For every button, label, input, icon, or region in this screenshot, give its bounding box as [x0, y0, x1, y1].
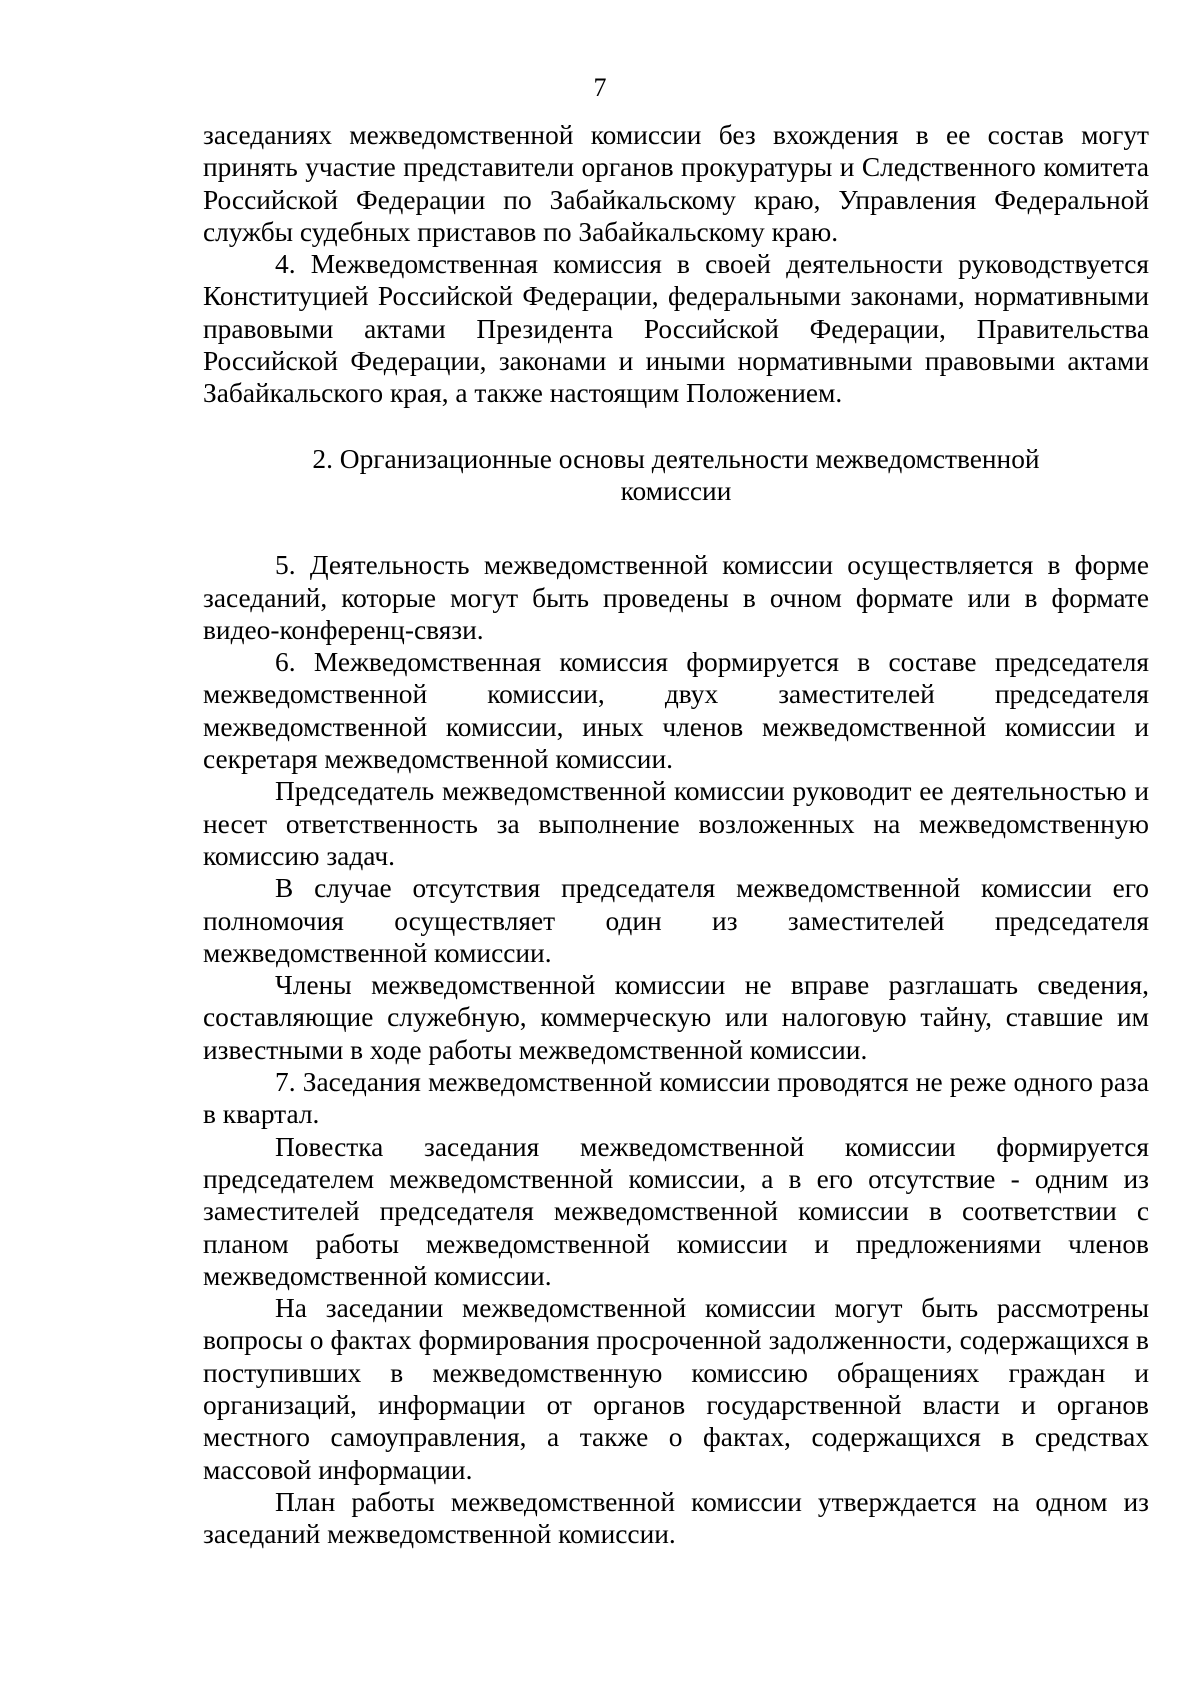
- section-heading-line-1: 2. Организационные основы деятельности межведомственной: [312, 443, 1040, 474]
- section-heading-line-2: комиссии: [620, 475, 732, 506]
- document-body: [203, 119, 1149, 1550]
- paragraph-continuation: заседаниях межведомственной комиссии без вхождения в ее состав могут принять участие представители органов прокуратуры и Следственного комитета Российской Федерации по Забайкальскому краю, Управления Федеральной службы судебных приставов по Забайкальскому краю.: [203, 120, 1149, 247]
- paragraph-item-5: 5. Деятельность межведомственной комиссии осуществляется в форме заседаний, которые могут быть проведены в очном формате или в формате видео-конференц-связи.: [203, 550, 1149, 645]
- paragraph-item-6: 6. Межведомственная комиссия формируется в составе председателя межведомственной комиссии, двух заместителей председателя межведомственной комиссии, иных членов межведомственной комиссии и секретаря межведомственной комиссии.: [203, 647, 1149, 775]
- paragraph-item-7: 7. Заседания межведомственной комиссии проводятся не реже одного раза в квартал.: [203, 1067, 1149, 1130]
- section-heading: [203, 443, 1149, 508]
- paragraph-meeting-topics: На заседании межведомственной комиссии могут быть рассмотрены вопросы о фактах формирования просроченной задолженности, содержащихся в поступивших в межведомственную комиссию обращениях граждан и организаций, информации от органов государственной власти и органов местного самоуправления, а также о фактах, содержащихся в средствах массовой информации.: [203, 1293, 1149, 1485]
- paragraph-confidentiality: Члены межведомственной комиссии не вправе разглашать сведения, составляющие служебную, коммерческую или налоговую тайну, ставшие им известными в ходе работы межведомственной комиссии.: [203, 970, 1149, 1065]
- paragraph-work-plan: План работы межведомственной комиссии утверждается на одном из заседаний межведомственной комиссии.: [203, 1486, 1149, 1550]
- paragraph-chairman-absence: В случае отсутствия председателя межведомственной комиссии его полномочия осуществляет один из заместителей председателя межведомственной комиссии.: [203, 873, 1149, 968]
- page-number: 7: [593, 73, 607, 102]
- paragraph-chairman-duties: Председатель межведомственной комиссии руководит ее деятельностью и несет ответственность за выполнение возложенных на межведомственную комиссию задач.: [203, 776, 1149, 871]
- paragraph-item-4: 4. Межведомственная комиссия в своей деятельности руководствуется Конституцией Российской Федерации, федеральными законами, нормативными правовыми актами Президента Российской Федерации, Правительства Российской Федерации, законами и иными нормативными правовыми актами Забайкальского края, а также настоящим Положением.: [203, 249, 1149, 409]
- paragraph-agenda: Повестка заседания межведомственной комиссии формируется председателем межведомственной комиссии, а в его отсутствие - одним из заместителей председателя межведомственной комиссии в соответствии с планом работы межведомственной комиссии и предложениями членов межведомственной комиссии.: [203, 1131, 1149, 1291]
